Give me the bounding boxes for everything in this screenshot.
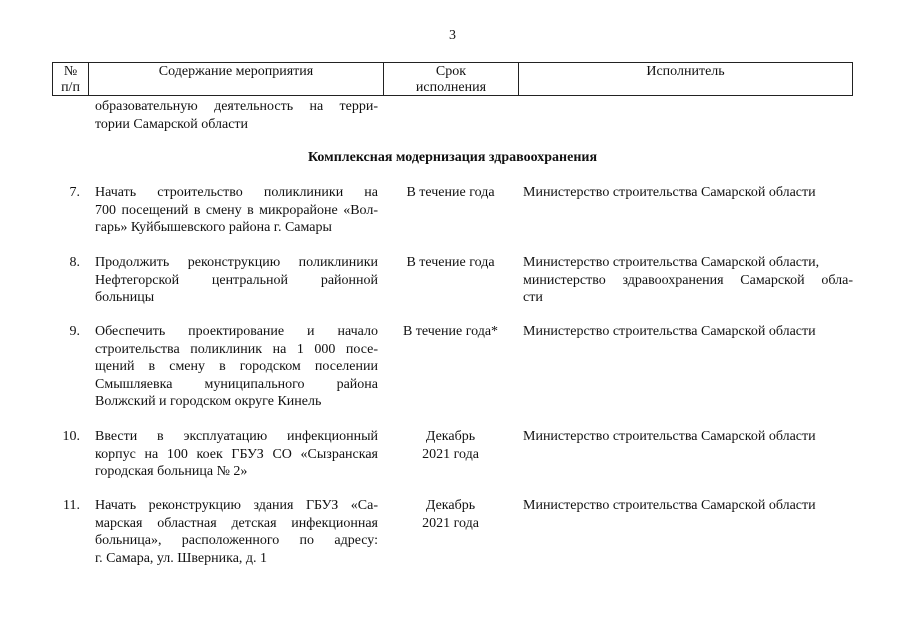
row-number: 9.	[69, 324, 80, 339]
term-line: 2021 года	[422, 446, 479, 462]
content-line: г. Самара, ул. Шверника, д. 1	[95, 550, 268, 566]
content-line: Начать реконструкцию здания ГБУЗ «Са-	[95, 498, 378, 513]
header-num-cell	[53, 63, 89, 95]
table-header	[52, 62, 853, 96]
row-term	[383, 184, 518, 202]
content-line: гарь» Куйбышевского района г. Самары	[95, 220, 332, 235]
continuation-line: тории Самарской области	[95, 116, 249, 132]
continuation-text	[95, 98, 378, 133]
page-number: 3	[449, 28, 456, 43]
content-line: корпус на 100 коек ГБУЗ СО «Сызранская	[95, 446, 378, 462]
header-executor-cell	[519, 63, 852, 95]
executor-line: министерство здравоохранения Самарской обла-	[523, 272, 853, 288]
row-number: 7.	[69, 185, 80, 200]
row-executor	[523, 428, 853, 446]
header-term-label: Срок	[435, 64, 467, 79]
continuation-line: образовательную деятельность на терри-	[95, 99, 378, 114]
row-content	[95, 184, 378, 237]
content-line: Обеспечить проектирование и начало	[95, 324, 378, 339]
content-line: Ввести в эксплуатацию инфекционный	[95, 429, 378, 444]
header-term-sublabel: исполнения	[415, 80, 487, 95]
header-num-sublabel: п/п	[61, 80, 80, 95]
executor-line: сти	[523, 290, 543, 305]
content-line: Продолжить реконструкцию поликлиники	[95, 255, 378, 270]
row-executor	[523, 254, 853, 307]
header-content-cell	[89, 63, 384, 95]
header-num-label: №	[63, 64, 78, 79]
content-line: Волжский и городском округе Кинель	[95, 394, 322, 409]
executor-line: Министерство строительства Самарской области	[523, 324, 816, 339]
row-content	[95, 497, 378, 567]
term-line: Декабрь	[425, 429, 476, 444]
term-line: В течение года	[406, 255, 495, 270]
executor-line: Министерство строительства Самарской области	[523, 429, 816, 444]
executor-line: Министерство строительства Самарской области,	[523, 255, 820, 270]
row-content	[95, 323, 378, 411]
section-title: Комплексная модернизация здравоохранения	[307, 150, 598, 165]
row-executor	[523, 184, 853, 202]
content-line: щений в смену в городском поселении	[95, 359, 378, 374]
content-line: Начать строительство поликлиники на	[95, 185, 378, 200]
term-line: В течение года	[406, 185, 495, 200]
content-line: 700 посещений в смену в микрорайоне «Вол-	[95, 202, 378, 218]
term-line: В течение года*	[402, 324, 499, 339]
executor-line: Министерство строительства Самарской области	[523, 185, 816, 200]
row-number: 11.	[63, 498, 80, 513]
row-number: 8.	[69, 255, 80, 270]
executor-line: Министерство строительства Самарской области	[523, 498, 816, 513]
content-line: Нефтегорской центральной районной	[95, 272, 378, 288]
row-term	[383, 497, 518, 532]
header-executor-label: Исполнитель	[646, 64, 725, 79]
header-term-cell	[384, 63, 519, 95]
header-content-label: Содержание мероприятия	[158, 64, 314, 79]
content-line: Смышляевка муниципального района	[95, 376, 378, 392]
row-executor	[523, 323, 853, 341]
term-line: Декабрь	[425, 498, 476, 513]
row-number: 10.	[62, 429, 80, 444]
content-line: строительства поликлиник на 1 000 посе-	[95, 341, 378, 357]
row-term	[383, 428, 518, 463]
row-executor	[523, 497, 853, 515]
content-line: марская областная детская инфекционная	[95, 515, 378, 531]
row-term	[383, 323, 518, 341]
term-line: 2021 года	[422, 515, 479, 531]
content-line: больницы	[95, 290, 155, 305]
row-content	[95, 254, 378, 307]
content-line: больница», расположенного по адресу:	[95, 533, 378, 548]
row-term	[383, 254, 518, 272]
content-line: городская больница № 2»	[95, 464, 248, 479]
row-content	[95, 428, 378, 481]
